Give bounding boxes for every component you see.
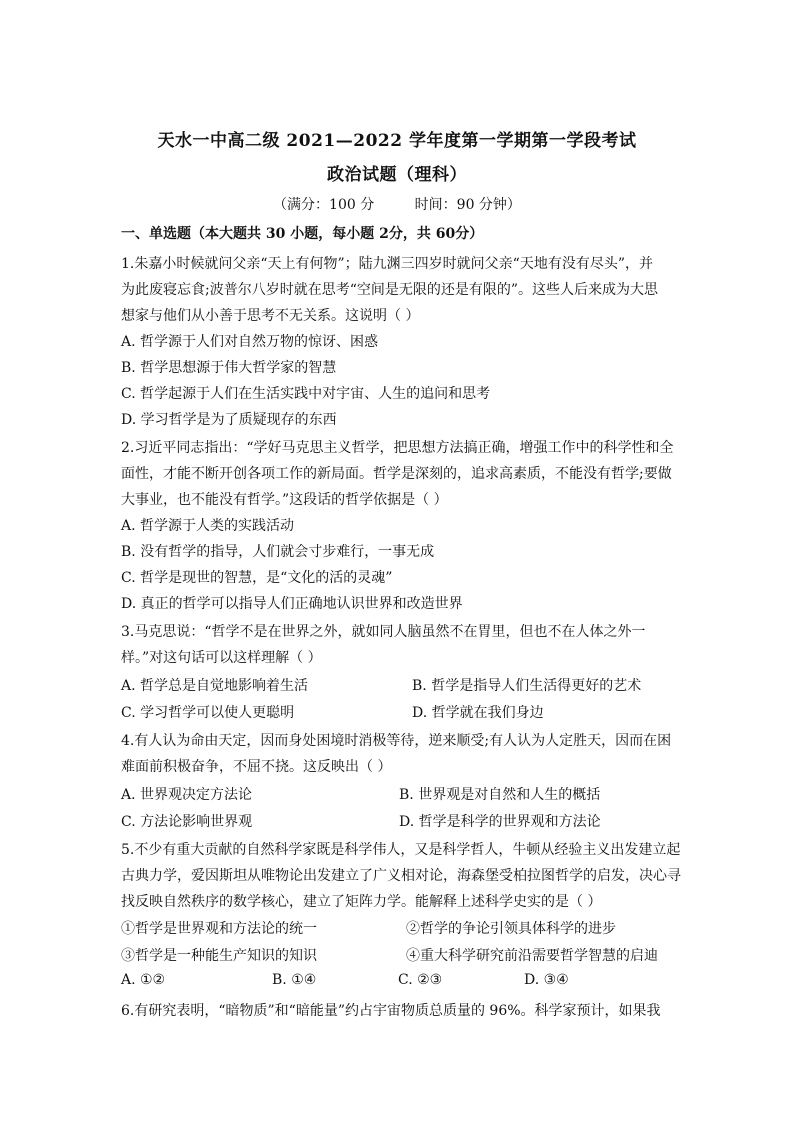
q2-option-a: A. 哲学源于人类的实践活动 (121, 518, 295, 534)
q1-option-a: A. 哲学源于人们对自然万物的惊讶、困惑 (121, 334, 379, 350)
q2-stem-line: 面性，才能不断开创各项工作的新局面。哲学是深刻的，追求高素质，不能没有哲学;要做 (121, 466, 672, 482)
q4-option-a: A. 世界观决定方法论 (121, 787, 253, 803)
q5-statement-4: ④重大科学研究前沿需要哲学智慧的启迪 (406, 948, 658, 964)
q5-stem-line: 古典力学，爱因斯坦从唯物论出发建立了广义相对论，海森堡受柏拉图哲学的启发，决心寻 (121, 868, 681, 884)
q5-stem-line: 5.不少有重大贡献的自然科学家既是科学伟人，又是科学哲人，牛顿从经验主义出发建立起 (121, 842, 681, 858)
q1-stem-line: 1.朱嘉小时候就问父亲“天上有何物”；陆九渊三四岁时就问父亲“天地有没有尽头”，并 (121, 256, 653, 272)
q2-option-d: D. 真正的哲学可以指导人们正确地认识世界和改造世界 (121, 596, 463, 612)
q2-stem-line: 2.习近平同志指出：“学好马克思主义哲学，把思想方法搞正确，增强工作中的科学性和全 (121, 440, 674, 456)
q5-statement-2: ②哲学的争论引领具体科学的进步 (406, 921, 616, 937)
full-score: （满分：100 分 (273, 197, 375, 213)
q5-stem-line: 找反映自然秩序的数学核心，建立了矩阵力学。能解释上述科学史实的是（ ） (121, 894, 602, 910)
q4-option-b: B. 世界观是对自然和人生的概括 (399, 787, 601, 803)
q1-option-d: D. 学习哲学是为了质疑现存的东西 (121, 412, 337, 428)
q3-option-c: C. 学习哲学可以使人更聪明 (121, 705, 295, 721)
q6-stem-line: 6.有研究表明，“暗物质”和“暗能量”约占宇宙物质总质量的 96%。科学家预计，如果我 (121, 1003, 661, 1019)
q5-statement-3: ③哲学是一种能生产知识的知识 (121, 948, 317, 964)
q1-stem-line: 想家与他们从小善于思考不无关系。这说明（ ） (121, 308, 420, 324)
section-heading: 一、单选题（本大题共 30 小题，每小题 2分，共 60分） (121, 226, 484, 242)
q4-option-c: C. 方法论影响世界观 (121, 814, 253, 830)
q4-stem-line: 4.有人认为命由天定，因而身处困境时消极等待，逆来顺受;有人认为人定胜天，因而在困 (121, 733, 672, 749)
q5-option-a: A. ①② (121, 972, 166, 988)
q3-stem-line: 样。”对这句话可以这样理解（ ） (121, 650, 322, 666)
exam-meta (0, 194, 794, 214)
q3-stem-line: 3.马克思说：“哲学不是在世界之外，就如同人脑虽然不在胃里，但也不在人体之外一 (121, 624, 646, 640)
q5-statement-1: ①哲学是世界观和方法论的统一 (121, 921, 317, 937)
q4-stem-line: 难面前积极奋争，不屈不挠。这反映出（ ） (121, 759, 392, 775)
q1-stem-line: 为此废寝忘食;波普尔八岁时就在思考“空间是无限的还是有限的”。这些人后来成为大思 (121, 282, 659, 298)
q2-stem-line: 大事业，也不能没有哲学。”这段话的哲学依据是（ ） (121, 492, 448, 508)
q3-option-d: D. 哲学就在我们身边 (412, 705, 544, 721)
q5-option-b: B. ①④ (272, 972, 317, 988)
q1-option-b: B. 哲学思想源于伟大哲学家的智慧 (121, 360, 337, 376)
exam-title: 天水一中高二级 2021—2022 学年度第一学期第一学段考试 (157, 131, 637, 151)
q1-option-c: C. 哲学起源于人们在生活实践中对宇宙、人生的追问和思考 (121, 386, 491, 402)
q5-option-c: C. ②③ (398, 972, 443, 988)
q3-option-a: A. 哲学总是自觉地影响着生活 (121, 678, 309, 694)
q2-option-c: C. 哲学是现世的智慧，是“文化的活的灵魂” (121, 570, 393, 586)
q2-option-b: B. 没有哲学的指导，人们就会寸步难行，一事无成 (121, 544, 435, 560)
exam-subtitle: 政治试题（理科） (327, 165, 467, 185)
q3-option-b: B. 哲学是指导人们生活得更好的艺术 (412, 678, 642, 694)
q5-option-d: D. ③④ (524, 972, 569, 988)
q4-option-d: D. 哲学是科学的世界观和方法论 (399, 814, 601, 830)
exam-time: 时间：90 分钟） (414, 197, 521, 213)
